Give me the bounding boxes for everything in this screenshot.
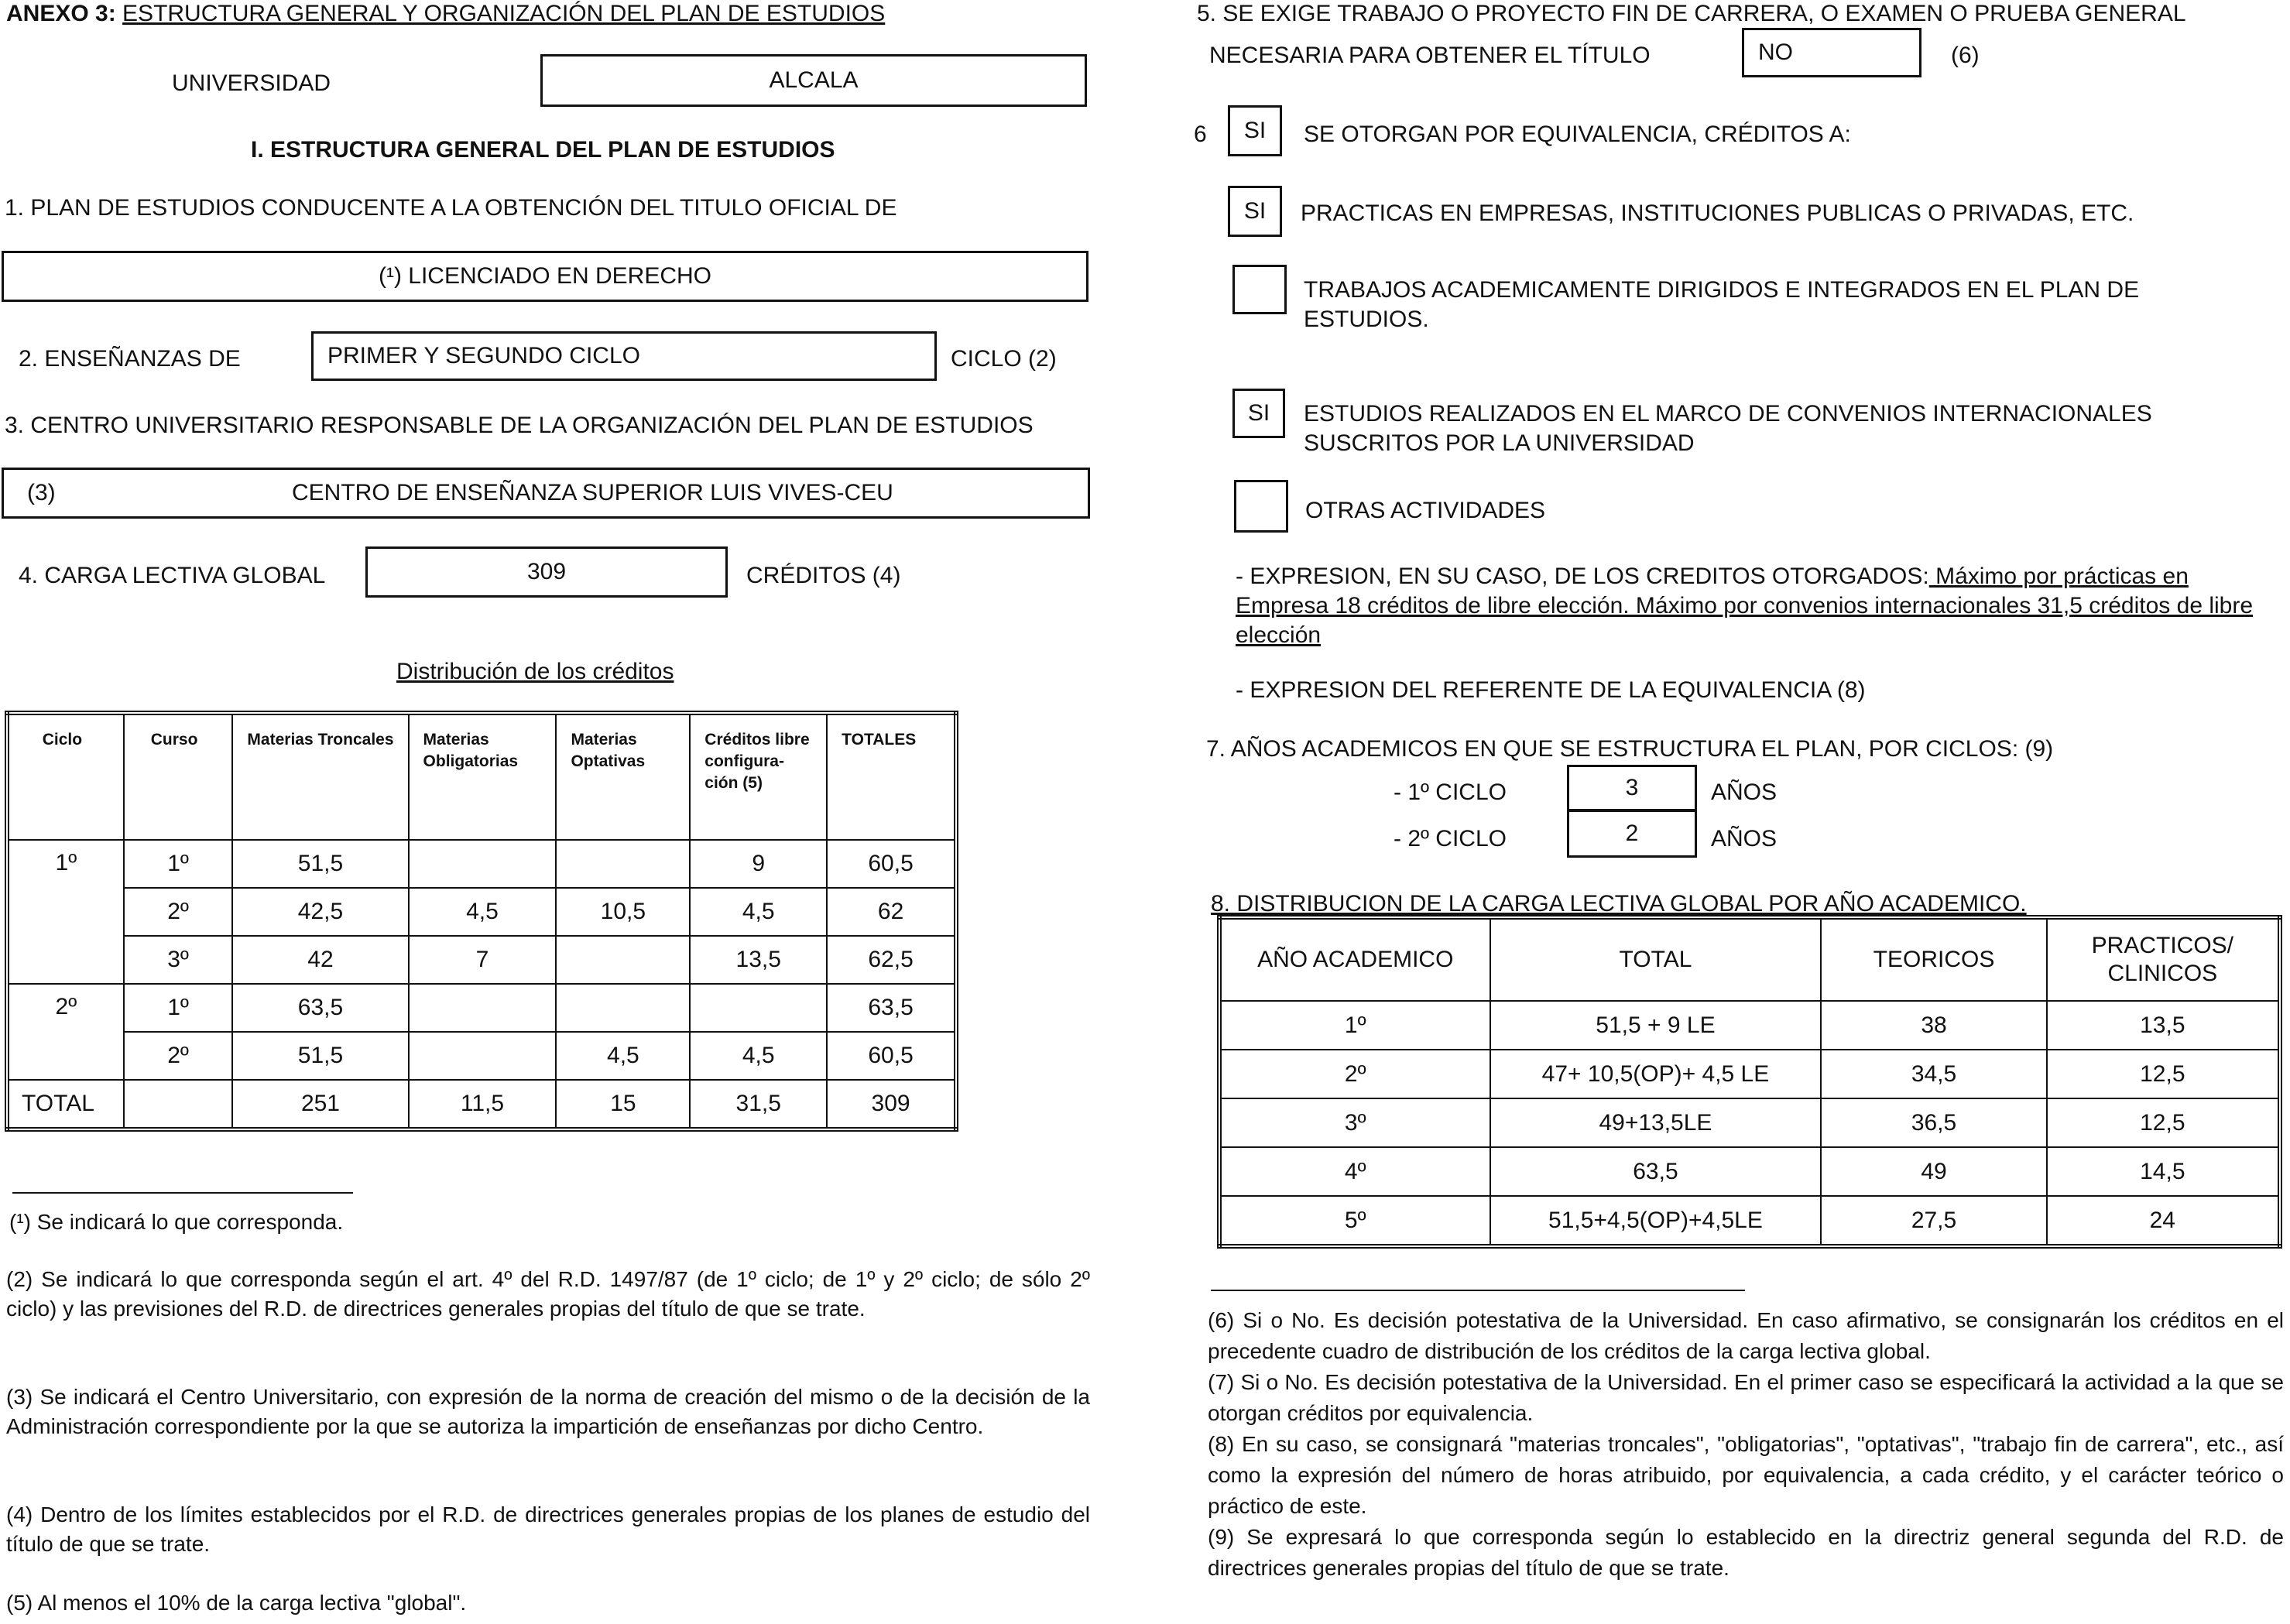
item5-line1: 5. SE EXIGE TRABAJO O PROYECTO FIN DE CARRERA, O EXAMEN O PRUEBA GENERAL — [1197, 1, 2186, 26]
table-total-row — [7, 1080, 956, 1129]
annex-heading — [6, 0, 885, 28]
cell-year: 2º — [1219, 1050, 1490, 1098]
equivalencia-value: SI — [1243, 118, 1267, 143]
cell-teoricos: 34,5 — [1821, 1050, 2046, 1098]
year-distribution-table — [1217, 915, 2282, 1249]
cell-obligatorias — [409, 840, 557, 888]
cycle1-field — [1567, 765, 1697, 811]
item4-label: 4. CARGA LECTIVA GLOBAL — [19, 563, 326, 588]
table-row — [1219, 1050, 2280, 1098]
cell-obligatorias: 4,5 — [409, 888, 557, 936]
cell-curso: 3º — [124, 936, 233, 984]
cell-practicos: 12,5 — [2047, 1050, 2280, 1098]
cell-obligatorias: 7 — [409, 936, 557, 984]
cell-libre: 4,5 — [690, 888, 827, 936]
header-troncales: Materias Troncales — [232, 713, 408, 840]
cycle2-value: 2 — [1625, 821, 1639, 846]
cell-libre — [690, 984, 827, 1032]
cell-obligatorias — [409, 984, 557, 1032]
header-optativas: Materias Optativas — [556, 713, 690, 840]
footnote-4: (4) Dentro de los límites establecidos por el R.D. de directrices generales propias de los planes de estudio del título de que se trate. — [6, 1502, 1090, 1556]
carga-value: 309 — [526, 559, 567, 584]
expresion-block — [1236, 562, 2257, 650]
header-total: TOTAL — [1490, 917, 1822, 1001]
cell-practicos: 24 — [2047, 1196, 2280, 1246]
cell-year: 4º — [1219, 1147, 1490, 1196]
expresion-value: Máximo por prácticas en Empresa 18 créditos de libre elección. Máximo por convenios internacionales 31,5 créditos de libre elección — [1236, 564, 2254, 648]
carga-field — [365, 546, 728, 598]
universidad-field — [540, 54, 1087, 107]
footnote-2: (2) Se indicará lo que corresponda según el art. 4º del R.D. 1497/87 (de 1º ciclo; de 1º y 2º ciclo; de sólo 2º ciclo) y las previsiones del R.D. de directrices generales propias del título de que se trate. — [6, 1267, 1090, 1321]
header-practicos: PRACTICOS/ CLINICOS — [2047, 917, 2280, 1001]
item2-suffix: CICLO (2) — [951, 346, 1057, 372]
item1-text: 1. PLAN DE ESTUDIOS CONDUCENTE A LA OBTENCIÓN DEL TITULO OFICIAL DE — [5, 195, 897, 221]
cell-year: 3º — [1219, 1098, 1490, 1147]
total-libre: 31,5 — [690, 1080, 827, 1129]
item3-text: 3. CENTRO UNIVERSITARIO RESPONSABLE DE LA ORGANIZACIÓN DEL PLAN DE ESTUDIOS — [5, 413, 1034, 438]
cell-troncales: 51,5 — [232, 840, 408, 888]
annex-label: ANEXO 3: — [6, 1, 116, 26]
cell-libre: 13,5 — [690, 936, 827, 984]
cell-totales: 63,5 — [827, 984, 956, 1032]
cell-practicos: 14,5 — [2047, 1147, 2280, 1196]
item7-text: 7. AÑOS ACADEMICOS EN QUE SE ESTRUCTURA EL PLAN, POR CICLOS: (9) — [1206, 736, 2054, 762]
cell-optativas — [556, 984, 690, 1032]
cycle2-field — [1567, 810, 1697, 858]
cell-obligatorias — [409, 1032, 557, 1080]
header-obligatorias: Materias Obligatorias — [409, 713, 557, 840]
table-row — [7, 936, 956, 984]
cycle2-unit: AÑOS — [1711, 826, 1777, 851]
cell-troncales: 63,5 — [232, 984, 408, 1032]
cell-curso: 1º — [124, 984, 233, 1032]
total-curso — [124, 1080, 233, 1129]
cell-practicos: 13,5 — [2047, 1001, 2280, 1050]
expresion-label: - EXPRESION, EN SU CASO, DE LOS CREDITOS OTORGADOS: — [1236, 564, 1929, 589]
universidad-label: UNIVERSIDAD — [172, 70, 331, 96]
footnote-7: (7) Si o No. Es decisión potestativa de la Universidad. En el primer caso se especificará la actividad a la que se otorgan créditos por equivalencia. — [1208, 1370, 2284, 1425]
cell-ciclo: 1º — [7, 840, 124, 984]
header-libre: Créditos libre configura- ción (5) — [690, 713, 827, 840]
total-label: TOTAL — [7, 1080, 124, 1129]
cycle1-unit: AÑOS — [1711, 779, 1777, 805]
cycle1-label: - 1º CICLO — [1394, 779, 1507, 805]
table-row — [7, 984, 956, 1032]
table-row — [1219, 1196, 2280, 1246]
cell-total: 47+ 10,5(OP)+ 4,5 LE — [1490, 1050, 1822, 1098]
option-convenios-text: ESTUDIOS REALIZADOS EN EL MARCO DE CONVENIOS INTERNACIONALES SUSCRITOS POR LA UNIVERSIDAD — [1304, 401, 2152, 456]
table-row — [1219, 1098, 2280, 1147]
cell-curso: 2º — [124, 1032, 233, 1080]
referente-text: - EXPRESION DEL REFERENTE DE LA EQUIVALENCIA (8) — [1236, 677, 1866, 703]
footnote-rule-left — [12, 1192, 353, 1194]
footnote-9: (9) Se expresará lo que corresponda según lo establecido en la directriz general segunda del R.D. de directrices generales propias del título de que se trate. — [1208, 1525, 2284, 1580]
total-totales: 309 — [827, 1080, 956, 1129]
centro-field — [2, 468, 1090, 519]
option-practicas-text: PRACTICAS EN EMPRESAS, INSTITUCIONES PUBLICAS O PRIVADAS, ETC. — [1301, 200, 2134, 226]
option-practicas-value: SI — [1243, 198, 1267, 224]
cell-totales: 60,5 — [827, 1032, 956, 1080]
table-row — [1219, 1147, 2280, 1196]
item2-label: 2. ENSEÑANZAS DE — [19, 346, 241, 372]
cell-teoricos: 36,5 — [1821, 1098, 2046, 1147]
footnote-8: (8) En su caso, se consignará "materias troncales", "obligatorias", "optativas", "trabajo fin de carrera", etc., así como la expresión del número de horas atribuido, por equivalencia, a cada crédito, y el carácter teórico o práctico de este. — [1208, 1432, 2284, 1518]
option-trabajos-text: TRABAJOS ACADEMICAMENTE DIRIGIDOS E INTEGRADOS EN EL PLAN DE ESTUDIOS. — [1304, 277, 2140, 332]
cell-optativas — [556, 840, 690, 888]
cell-total: 51,5+4,5(OP)+4,5LE — [1490, 1196, 1822, 1246]
credit-distribution-table — [5, 711, 958, 1132]
cell-ciclo: 2º — [7, 984, 124, 1080]
cell-year: 1º — [1219, 1001, 1490, 1050]
cell-teoricos: 38 — [1821, 1001, 2046, 1050]
centro-ref: (3) — [27, 480, 56, 505]
cell-optativas: 4,5 — [556, 1032, 690, 1080]
option-convenios-checkbox — [1232, 389, 1285, 438]
cell-practicos: 12,5 — [2047, 1098, 2280, 1147]
title-value: (¹) LICENCIADO EN DERECHO — [378, 263, 712, 289]
option-trabajos-checkbox — [1232, 265, 1287, 314]
item8-title: 8. DISTRIBUCION DE LA CARGA LECTIVA GLOBAL POR AÑO ACADEMICO. — [1211, 891, 2027, 916]
item5-suffix: (6) — [1951, 43, 1980, 68]
option-practicas-checkbox — [1228, 186, 1282, 237]
table-row — [7, 1032, 956, 1080]
option-otras-text: OTRAS ACTIVIDADES — [1305, 498, 1546, 523]
annex-title: ESTRUCTURA GENERAL Y ORGANIZACIÓN DEL PLAN DE ESTUDIOS — [122, 1, 886, 26]
header-teoricos: TEORICOS — [1821, 917, 2046, 1001]
cell-total: 49+13,5LE — [1490, 1098, 1822, 1147]
equivalencia-checkbox — [1228, 105, 1282, 156]
cell-curso: 2º — [124, 888, 233, 936]
cell-totales: 62 — [827, 888, 956, 936]
item5-line2: NECESARIA PARA OBTENER EL TÍTULO — [1209, 43, 1651, 68]
ensenanzas-value: PRIMER Y SEGUNDO CICLO — [327, 343, 640, 368]
cell-total: 63,5 — [1490, 1147, 1822, 1196]
ensenanzas-field — [311, 331, 937, 381]
cell-troncales: 51,5 — [232, 1032, 408, 1080]
cycle1-value: 3 — [1625, 775, 1639, 800]
total-optativas: 15 — [556, 1080, 690, 1129]
proyecto-value: NO — [1758, 39, 1793, 65]
cell-optativas: 10,5 — [556, 888, 690, 936]
option-convenios-value: SI — [1247, 400, 1270, 426]
footnote-rule-right — [1211, 1290, 1745, 1291]
item6-number: 6 — [1194, 122, 1207, 147]
footnote-6: (6) Si o No. Es decisión potestativa de la Universidad. En caso afirmativo, se consignarán los créditos en el precedente cuadro de distribución de los créditos de la carga lectiva global. — [1208, 1308, 2284, 1363]
cycle2-label: - 2º CICLO — [1394, 826, 1507, 851]
centro-value: CENTRO DE ENSEÑANZA SUPERIOR LUIS VIVES-CEU — [292, 480, 893, 505]
title-field — [2, 251, 1088, 302]
cell-teoricos: 27,5 — [1821, 1196, 2046, 1246]
total-troncales: 251 — [232, 1080, 408, 1129]
table-header-row — [7, 713, 956, 840]
cell-totales: 60,5 — [827, 840, 956, 888]
distribution-title: Distribución de los créditos — [396, 659, 674, 684]
section-title: I. ESTRUCTURA GENERAL DEL PLAN DE ESTUDIOS — [251, 137, 835, 163]
item6-text: SE OTORGAN POR EQUIVALENCIA, CRÉDITOS A: — [1304, 122, 1851, 147]
universidad-value: ALCALA — [769, 67, 859, 93]
cell-troncales: 42 — [232, 936, 408, 984]
proyecto-field — [1742, 28, 1921, 77]
item4-suffix: CRÉDITOS (4) — [746, 563, 901, 588]
header-curso: Curso — [124, 713, 233, 840]
table-row — [7, 888, 956, 936]
header-ciclo: Ciclo — [7, 713, 124, 840]
table-row — [7, 840, 956, 888]
cell-teoricos: 49 — [1821, 1147, 2046, 1196]
footnote-3: (3) Se indicará el Centro Universitario, con expresión de la norma de creación del mismo o de la decisión de la Administración correspondiente por la que se autoriza la impartición de enseñanzas por dicho Centro. — [6, 1385, 1090, 1438]
cell-optativas — [556, 936, 690, 984]
header-ano: AÑO ACADEMICO — [1219, 917, 1490, 1001]
cell-year: 5º — [1219, 1196, 1490, 1246]
header-totales: TOTALES — [827, 713, 956, 840]
cell-libre: 4,5 — [690, 1032, 827, 1080]
footnote-5: (5) Al menos el 10% de la carga lectiva "global". — [6, 1591, 467, 1615]
footnote-1: (¹) Se indicará lo que corresponda. — [9, 1210, 344, 1234]
cell-total: 51,5 + 9 LE — [1490, 1001, 1822, 1050]
cell-libre: 9 — [690, 840, 827, 888]
cell-curso: 1º — [124, 840, 233, 888]
table-header-row — [1219, 917, 2280, 1001]
option-otras-checkbox — [1234, 480, 1288, 533]
table-row — [1219, 1001, 2280, 1050]
total-obligatorias: 11,5 — [409, 1080, 557, 1129]
cell-totales: 62,5 — [827, 936, 956, 984]
cell-troncales: 42,5 — [232, 888, 408, 936]
